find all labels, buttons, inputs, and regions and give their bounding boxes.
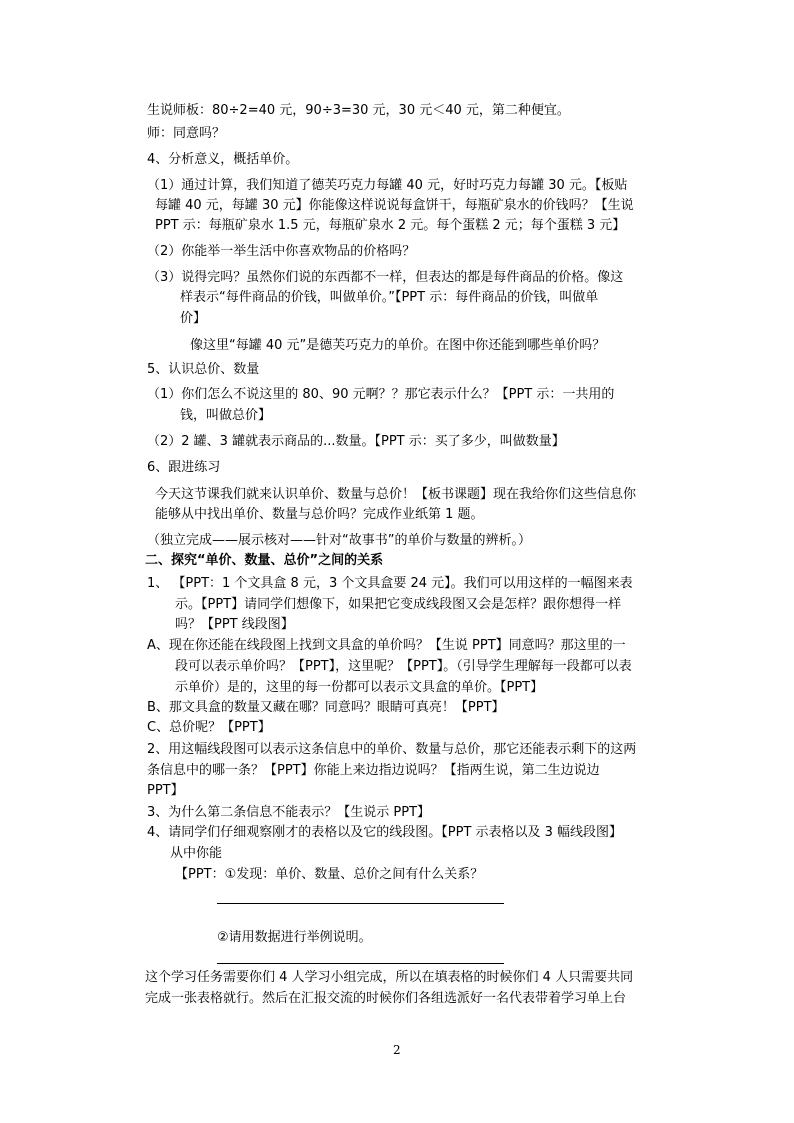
text-line: 2、用这幅线段图可以表示这条信息中的单价、数量与总价，那它还能表示剩下的这两 [147, 742, 637, 757]
text-line: ②请用数据进行举例说明。 [217, 930, 372, 945]
section-heading: 二、探究“单价、数量、总价”之间的关系 [145, 553, 384, 568]
answer-blank-line[interactable] [217, 903, 504, 904]
text-line: 师：同意吗？ [147, 126, 226, 141]
text-line: 生说师板：80÷2=40 元，90÷3=30 元，30 元＜40 元，第二种便宜。 [147, 103, 570, 118]
text-line: 4、分析意义，概括单价。 [147, 152, 299, 167]
text-line: （1）通过计算，我们知道了德芙巧克力每罐 40 元，好时巧克力每罐 30 元。【板贴 [147, 178, 628, 193]
text-line: 吗？【PPT 线段图】 [175, 617, 294, 632]
text-line: （独立完成——展示核对——针对“故事书”的单价与数量的辨析。） [147, 533, 531, 548]
text-line: 这个学习任务需要你们 4 人学习小组完成，所以在填表格的时候你们 4 人只需要共同 [145, 970, 634, 985]
page-number: 2 [393, 1043, 401, 1057]
text-line: 3、为什么第二条信息不能表示？【生说示 PPT】 [147, 805, 431, 820]
text-line: 条信息中的哪一条？【PPT】你能上来边指边说吗？【指两生说，第二生边说边 [147, 763, 600, 778]
text-line: 5、认识总价、数量 [147, 362, 260, 377]
text-line: （1）你们怎么不说这里的 80、90 元啊？？那它表示什么？【PPT 示：一共用的 [147, 387, 615, 402]
text-line: PPT 示：每瓶矿泉水 1.5 元，每瓶矿泉水 2 元。每个蛋糕 2 元；每个蛋糕 3 元】 [155, 218, 626, 233]
text-line: 【PPT：①发现：单价、数量、总价之间有什么关系？ [175, 867, 484, 882]
text-line: A、现在你还能在线段图上找到文具盒的单价吗？【生说 PPT】同意吗？那这里的一 [147, 638, 626, 653]
text-line: 1、 【PPT：1 个文具盒 8 元，3 个文具盒要 24 元】。我们可以用这样的一幅图来表 [147, 576, 633, 591]
text-line: 4、请同学们仔细观察刚才的表格以及它的线段图。【PPT 示表格以及 3 幅线段图】 [147, 825, 623, 840]
text-line: 价】 [180, 311, 207, 326]
text-line: （3）说得完吗？虽然你们说的东西都不一样，但表达的都是每件商品的价格。像这 [147, 270, 624, 285]
text-line: （2）你能举一举生活中你喜欢物品的价格吗？ [147, 244, 416, 259]
text-line: B、那文具盒的数量又藏在哪？同意吗？眼睛可真亮！【PPT】 [147, 700, 505, 715]
text-line: PPT】 [147, 783, 184, 798]
text-line: 每罐 40 元，每罐 30 元】你能像这样说说每盒饼干，每瓶矿泉水的价钱吗？【生说 [155, 198, 634, 213]
text-line: （2）2 罐、3 罐就表示商品的...数量。【PPT 示：买了多少，叫做数量】 [147, 434, 565, 449]
text-line: 完成一张表格就行。然后在汇报交流的时候你们各组选派好一名代表带着学习单上台 [145, 991, 627, 1006]
text-line: 从中你能 [170, 846, 223, 861]
text-line: 6、跟进练习 [147, 460, 221, 475]
text-line: 示。【PPT】请同学们想像下，如果把它变成线段图又会是怎样？跟你想得一样 [175, 597, 622, 612]
answer-blank-line[interactable] [217, 963, 504, 964]
text-line: C、总价呢？【PPT】 [147, 720, 271, 735]
text-line: 今天这节课我们就来认识单价、数量与总价！【板书课题】现在我给你们这些信息你 [155, 487, 637, 502]
text-line: 示单价）是的，这里的每一份都可以表示文具盒的单价。【PPT】 [175, 680, 544, 695]
text-line: 段可以表示单价吗？【PPT】，这里呢？【PPT】。（引导学生理解每一段都可以表 [175, 659, 632, 674]
text-line: 样表示“每件商品的价钱，叫做单价。”【PPT 示：每件商品的价钱，叫做单 [180, 290, 599, 305]
text-line: 钱，叫做总价】 [180, 408, 272, 423]
text-line: 像这里“每罐 40 元”是德芙巧克力的单价。在图中你还能到哪些单价吗？ [190, 338, 606, 353]
text-line: 能够从中找出单价、数量与总价吗？完成作业纸第 1 题。 [155, 507, 484, 522]
